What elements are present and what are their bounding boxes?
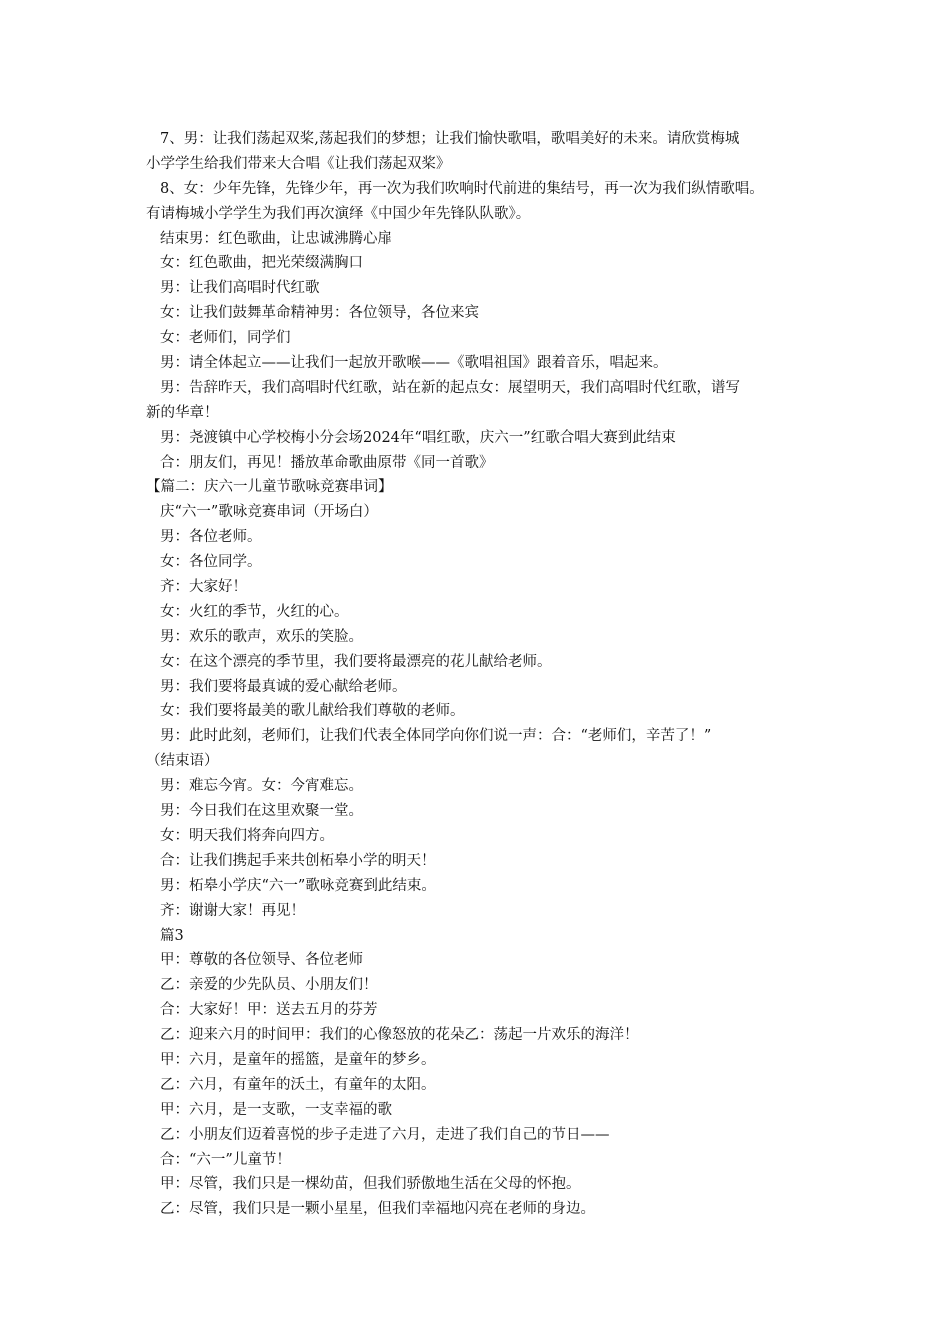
text-line: 男：柘皋小学庆“六一”歌咏竞赛到此结束。 <box>160 877 436 894</box>
document-body <box>146 127 811 1222</box>
text-line: 篇3 <box>160 927 184 944</box>
text-line: 庆“六一”歌咏竞赛串词（开场白） <box>160 504 378 521</box>
text-line: 男：让我们高唱时代红歌 <box>160 280 320 297</box>
text-line: 甲：六月，是一支歌，一支幸福的歌 <box>160 1101 392 1118</box>
text-line: 男：告辞昨天，我们高唱时代红歌，站在新的起点女：展望明天，我们高唱时代红歌，谱写 <box>160 379 740 396</box>
text-line: 【篇二：庆六一儿童节歌咏竞赛串词】 <box>146 479 393 496</box>
text-line: 甲：六月，是童年的摇篮，是童年的梦乡。 <box>160 1051 436 1068</box>
text-line: （结束语） <box>146 753 219 770</box>
text-line: 男：我们要将最真诚的爱心献给老师。 <box>160 678 407 695</box>
text-line: 女：我们要将最美的歌儿献给我们尊敬的老师。 <box>160 703 465 720</box>
text-line: 女：在这个漂亮的季节里，我们要将最漂亮的花儿献给老师。 <box>160 653 552 670</box>
text-line: 合：大家好！甲：送去五月的芬芳 <box>160 1002 378 1019</box>
text-line: 齐：谢谢大家！再见！ <box>160 902 305 919</box>
text-line: 乙：迎来六月的时间甲：我们的心像怒放的花朵乙：荡起一片欢乐的海洋！ <box>160 1027 639 1044</box>
text-line: 乙：尽管，我们只是一颗小星星，但我们幸福地闪亮在老师的身边。 <box>160 1201 595 1218</box>
text-line: 女：明天我们将奔向四方。 <box>160 827 334 844</box>
text-line: 女：让我们鼓舞革命精神男：各位领导，各位来宾 <box>160 305 479 322</box>
text-line: 甲：尊敬的各位领导、各位老师 <box>160 952 363 969</box>
text-line: 乙：六月，有童年的沃土，有童年的太阳。 <box>160 1076 436 1093</box>
text-line: 男：今日我们在这里欢聚一堂。 <box>160 803 363 820</box>
text-line: 男：各位老师。 <box>160 529 262 546</box>
text-line: 男：此时此刻，老师们，让我们代表全体同学向你们说一声：合：“老师们，辛苦了！” <box>160 728 712 745</box>
text-line: 男：请全体起立——让我们一起放开歌喉——《歌唱祖国》跟着音乐，唱起来。 <box>160 355 668 372</box>
text-line: 甲：尽管，我们只是一棵幼苗，但我们骄傲地生活在父母的怀抱。 <box>160 1176 581 1193</box>
text-line: 有请梅城小学学生为我们再次演绎《中国少年先锋队队歌》。 <box>146 205 531 222</box>
text-line: 女：红色歌曲，把光荣缀满胸口 <box>160 255 363 272</box>
text-line: 新的华章！ <box>146 404 219 421</box>
text-line: 乙：小朋友们迈着喜悦的步子走进了六月，走进了我们自己的节日—— <box>160 1126 610 1143</box>
text-line: 男：欢乐的歌声，欢乐的笑脸。 <box>160 628 363 645</box>
text-line: 齐：大家好！ <box>160 579 247 596</box>
text-line: 合：让我们携起手来共创柘皋小学的明天！ <box>160 852 436 869</box>
text-line: 结束男：红色歌曲，让忠诚沸腾心扉 <box>160 230 392 247</box>
text-line: 女：老师们，同学们 <box>160 330 291 347</box>
text-line: 乙：亲爱的少先队员、小朋友们！ <box>160 977 378 994</box>
text-line: 女：火红的季节，火红的心。 <box>160 603 349 620</box>
text-line: 7、男：让我们荡起双桨,荡起我们的梦想；让我们愉快歌唱，歌唱美好的未来。请欣赏梅城 <box>160 131 740 147</box>
text-line: 男：难忘今宵。女：今宵难忘。 <box>160 778 363 795</box>
text-line: 8、女：少年先锋，先锋少年，再一次为我们吹响时代前进的集结号，再一次为我们纵情歌唱。 <box>160 180 764 197</box>
text-line: 女：各位同学。 <box>160 554 262 571</box>
text-line: 合：朋友们，再见！播放革命歌曲原带《同一首歌》 <box>160 454 494 471</box>
text-line: 合：“六一”儿童节！ <box>160 1151 291 1168</box>
text-line: 男：尧渡镇中心学校梅小分会场2024年“唱红歌，庆六一”红歌合唱大赛到此结束 <box>160 429 676 446</box>
text-line: 小学学生给我们带来大合唱《让我们荡起双桨》 <box>146 155 451 172</box>
